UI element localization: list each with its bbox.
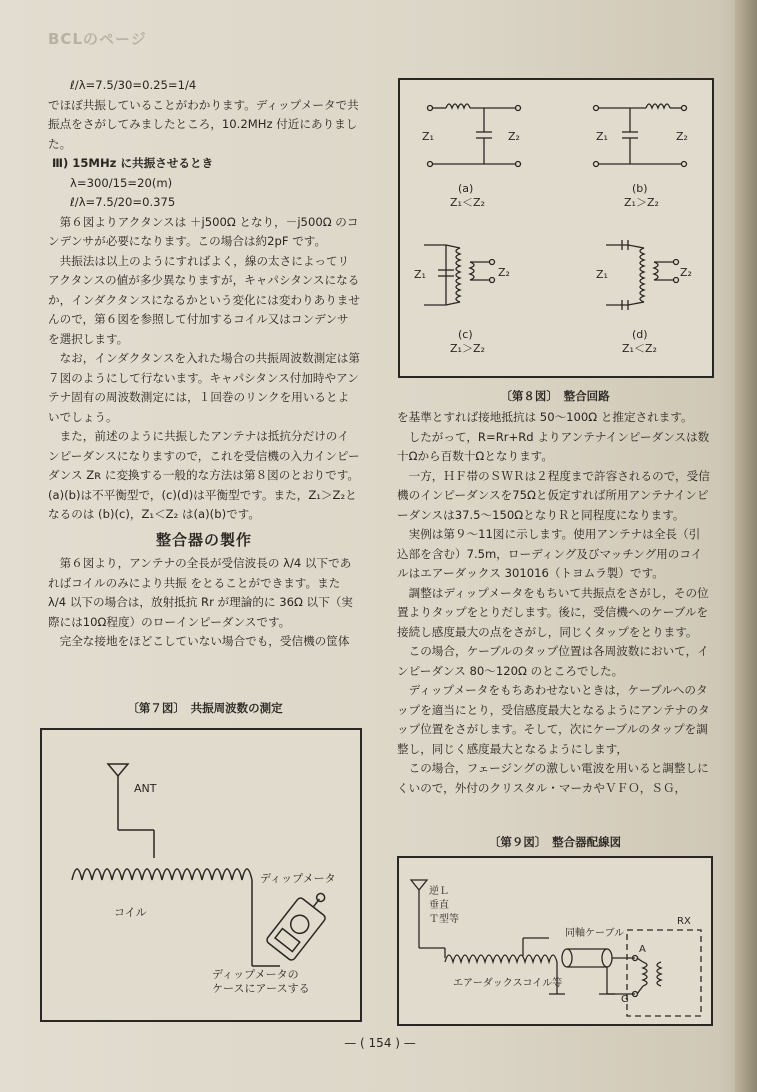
page-header: BCLのページ	[48, 30, 147, 48]
page-number: — ( 154 ) —	[344, 1036, 416, 1050]
antenna-type-3: Ｔ型等	[429, 914, 459, 925]
paragraph: を基準とすれば接地抵抗は 50～100Ω と推定されます。	[397, 410, 693, 424]
figure9	[397, 856, 713, 1026]
antenna-symbol	[108, 764, 128, 776]
antenna-type-1: 逆Ｌ	[429, 886, 449, 897]
paragraph: この場合，ケーブルのタップ位置は各周波数において，インピーダンス 80～120Ω のところでした。	[397, 644, 709, 678]
section-heading: 整合器の製作	[155, 530, 252, 549]
label-d: (d)	[632, 328, 648, 341]
ground-label-2: ケースにアースする	[212, 982, 310, 995]
cond-a: Z₁＜Z₂	[450, 196, 485, 209]
coil-label: エアーダックスコイル等	[453, 978, 563, 989]
figure8-caption: 〔第８図〕 整合回路	[500, 389, 610, 403]
paragraph: 第６図より，アンテナの全長が受信波長の λ/4 以下であればコイルのみにより共振 をとることができます。また λ/4 以下の場合は，放射抵抗 Rr が理論的に 36Ω 以下（実際には10Ω程度）のローインピーダンスです。	[48, 556, 353, 629]
paragraph: 完全な接地をほどこしていない場合でも，受信機の筐体	[59, 634, 350, 648]
formula: λ=300/15=20(m)	[70, 175, 173, 190]
figure8-drawing	[400, 80, 712, 376]
z2-label-d: Z₂	[680, 266, 692, 279]
figure7-caption: 〔第７図〕 共振周波数の測定	[127, 701, 283, 715]
z2-label-b: Z₂	[676, 130, 688, 143]
dipmeter-label: ディップメータ	[260, 872, 336, 885]
paragraph: 一方，ＨＦ帯のＳＷＲは２程度まで許容されるので，受信機のインピーダンスを75Ωと仮定すれば所用アンテナインピーダンスは37.5～150ΩとなりＲと同程度になります。	[397, 468, 710, 522]
paragraph: 実例は第９～11図に示します。使用アンテナは全長（引込部を含む）7.5m，ローディング及びマッチング用のコイルはエアーダックス 301016（トヨムラ製）です。	[397, 527, 703, 580]
figure7-drawing	[42, 730, 360, 1020]
coil-label: コイル	[114, 906, 147, 919]
label-a: (a)	[458, 182, 474, 195]
rx-label: RX	[677, 916, 691, 927]
label-c: (c)	[458, 328, 473, 341]
terminal-a-label: A	[639, 944, 646, 955]
ground-label-1: ディップメータの	[212, 968, 299, 981]
subheading: Ⅲ) 15MHz に共振させるとき	[52, 156, 214, 170]
cond-d: Z₁＜Z₂	[622, 342, 657, 355]
z1-label-d: Z₁	[596, 268, 608, 281]
left-column	[48, 76, 360, 652]
paragraph: この場合，フェージングの激しい電波を用いると調整しにくいので，外付のクリスタル・マーカやＶＦＯ，ＳＧ，	[397, 761, 709, 795]
z1-label-c: Z₁	[414, 268, 426, 281]
paragraph: ディップメータをもちあわせないときは，ケーブルへのタップを適当にとり，受信感度最大となるようにアンテナのタップ位置をさがします。そして，次にケーブルのタップを調整し，同じく感度最大となるようにします，	[397, 683, 710, 756]
z1-label-b: Z₁	[596, 130, 608, 143]
cond-b: Z₁＞Z₂	[624, 196, 659, 209]
z2-label-a: Z₂	[508, 130, 520, 143]
paragraph: でほぼ共振していることがわかります。ディップメータで共振点をさがしてみましたところ，10.2MHz 付近にありました。	[48, 97, 359, 151]
z1-label-a: Z₁	[422, 130, 434, 143]
z2-label-c: Z₂	[498, 266, 510, 279]
antenna-type-2: 垂直	[429, 900, 449, 911]
antenna-symbol	[411, 880, 427, 890]
paragraph: (a)(b)は不平衡型で，(c)(d)は平衡型です。また，Z₁＞Z₂となるのは (b)(c)，Z₁＜Z₂ は(a)(b)です。	[48, 487, 357, 521]
label-b: (b)	[632, 182, 648, 195]
book-spine	[735, 0, 757, 1092]
paragraph: 第６図よりアクタンスは ＋j500Ω となり，－j500Ω のコンデンサが必要になります。この場合は約2pF です。	[48, 214, 359, 248]
paragraph: なお，インダクタンスを入れた場合の共振周波数測定は第７図のようにして行ないます。キャパシタンス付加時やアンテナ固有の周波数測定には，１回巻のリンクを用いるとよいでしょう。	[48, 351, 360, 424]
figure8	[398, 78, 714, 378]
formula: ℓ/λ=7.5/20=0.375	[70, 195, 176, 209]
paragraph: 共振法は以上のようにすればよく，線の太さによってリアクタンスの値が多少異なりますが，キャパシタンスになるか，インダクタンスになるかという変化には変わりありませんので，第６図を参照して付加するコイル又はコンデンサを選択します。	[48, 253, 360, 346]
paragraph: また，前述のように共振したアンテナは抵抗分だけのインピーダンスになりますので，これを受信機の入力インピーダンス Zʀ に変換する一般的な方法は第８図のとおりです。	[48, 429, 360, 482]
formula: ℓ/λ=7.5/30=0.25=1/4	[70, 78, 197, 92]
paragraph: したがって，R=Rr+Rd よりアンテナインピーダンスは数十Ωから百数十Ωとなります。	[397, 429, 710, 463]
figure9-caption: 〔第９図〕 整合器配線図	[488, 835, 622, 849]
paragraph: 調整はディップメータをもちいて共振点をさがし，その位置よりタップをとりだします。後に，受信機へのケーブルを接続し感度最大の点をさがし，同じくタップをとります。	[397, 585, 709, 639]
coax-label: 同軸ケーブル	[565, 928, 625, 939]
figure7	[40, 728, 362, 1022]
ant-label: ANT	[134, 782, 157, 795]
cond-c: Z₁＞Z₂	[450, 342, 485, 355]
coil-winding	[72, 869, 252, 880]
right-column	[397, 408, 711, 798]
figure9-drawing	[399, 858, 711, 1024]
terminal-g-label: G	[621, 994, 629, 1005]
